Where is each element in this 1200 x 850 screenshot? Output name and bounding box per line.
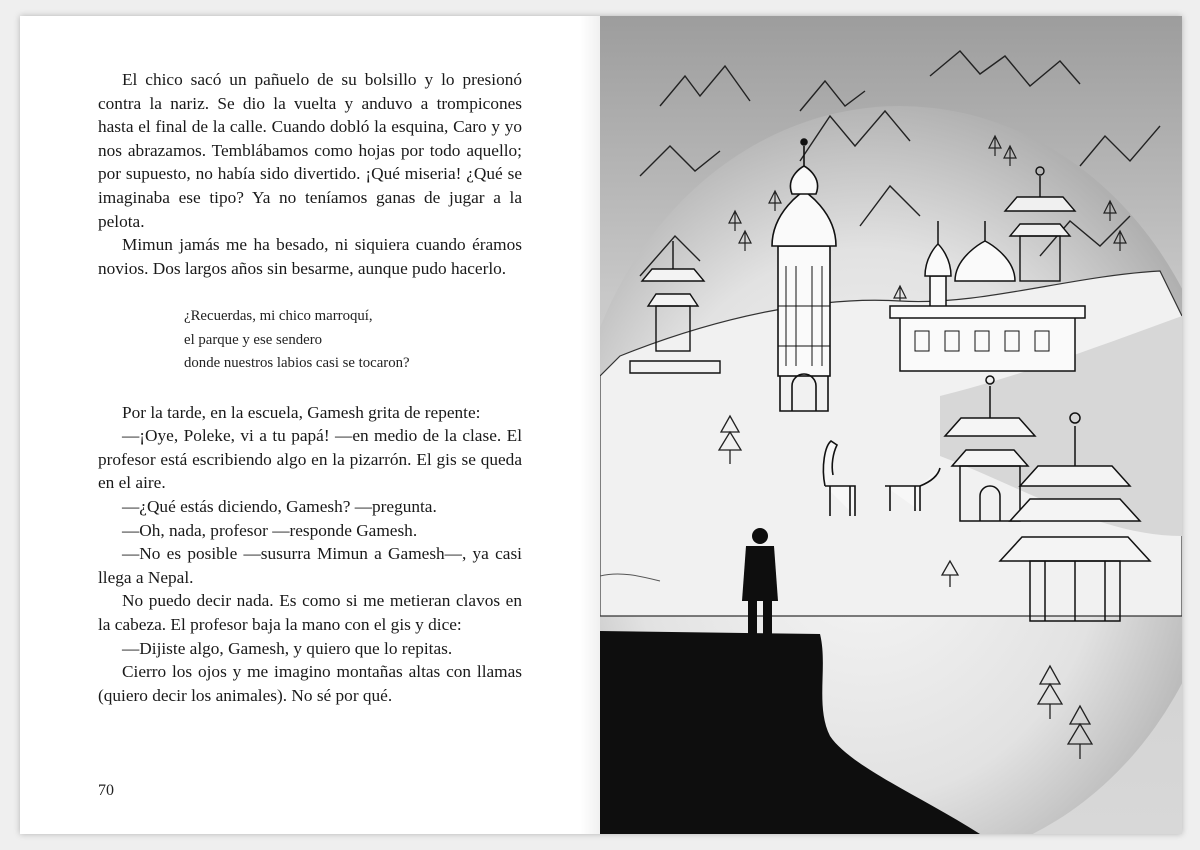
paragraph: No puedo decir nada. Es como si me metieran clavos en la cabeza. El profesor baja la mano con el gis y dice: [98,591,522,634]
paragraph: Por la tarde, en la escuela, Gamesh grita de repente: [122,402,481,422]
body-text [98,68,522,707]
paragraph: Mimun jamás me ha besado, ni siquiera cuando éramos novios. Dos largos años sin besarme, aunque pudo hacerlo. [98,235,522,278]
poem-verse [184,305,522,375]
page-number: 70 [98,782,114,799]
paragraph: Cierro los ojos y me imagino montañas altas con llamas (quiero decir los animales). No sé por qué. [98,662,522,705]
right-page-illustration [600,16,1182,834]
paragraph: —No es posible —susurra Mimun a Gamesh—, ya casi llega a Nepal. [98,544,522,587]
paragraph: —Dijiste algo, Gamesh, y quiero que lo repitas. [122,638,453,658]
book-gutter [580,16,600,834]
left-page [20,16,600,834]
paragraph: —¿Qué estás diciendo, Gamesh? —pregunta. [122,496,437,516]
paragraph: El chico sacó un pañuelo de su bolsillo y lo presionó contra la nariz. Se dio la vuelta y anduvo a trompicones hasta el final de la calle. Cuando dobló la esquina, Caro y yo nos abrazamos. Temblábamos como hojas por todo aquello; por supuesto, no había sido divertido. ¡Qué miseria! ¿Qué se imaginaba ese tipo? Ya no teníamos ganas de jugar a la pelota. [98,70,522,231]
verse-line: donde nuestros labios casi se tocaron? [184,355,410,372]
verse-line: ¿Recuerdas, mi chico marroquí, [184,308,373,325]
paragraph: —Oh, nada, profesor —responde Gamesh. [122,520,418,540]
mountain-temples-illustration-icon [600,16,1182,834]
verse-line: el parque y ese sendero [184,331,323,348]
paragraph: —¡Oye, Poleke, vi a tu papá! —en medio de la clase. El profesor está escribiendo algo en la pizarrón. El gis se queda en el aire. [98,426,522,493]
book-spread [20,16,1182,834]
